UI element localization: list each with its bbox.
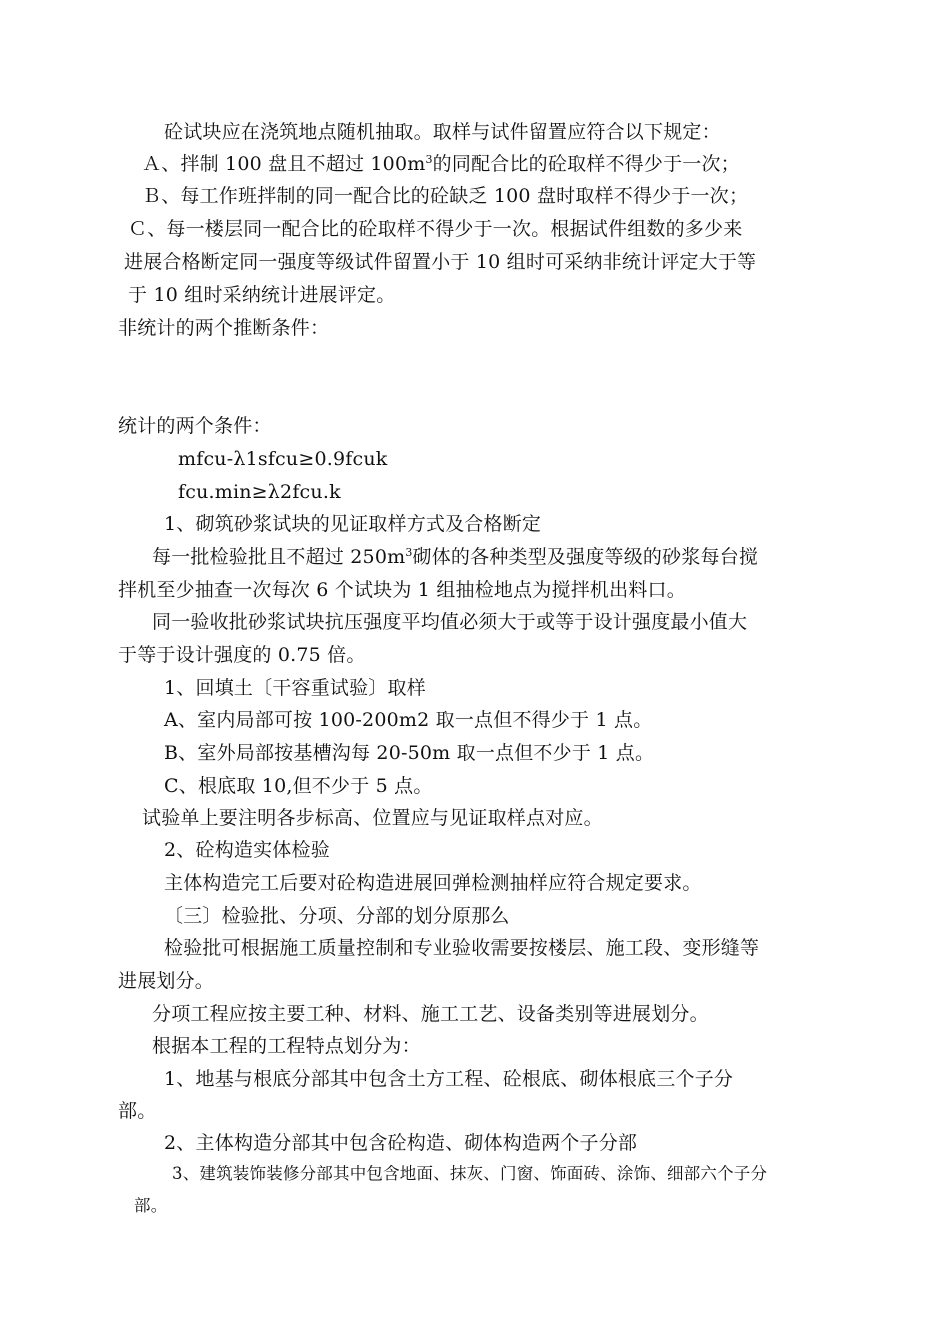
division-line3: 根据本工程的工程特点划分为：: [152, 1035, 421, 1057]
division-heading: 〔三〕检验批、分项、分部的划分原那么: [164, 905, 510, 927]
backfill-b: B、室外局部按基槽沟每 20-50m 取一点但不少于 1 点。: [164, 742, 655, 764]
mortar-heading: 1、砌筑砂浆试块的见证取样方式及合格断定: [164, 513, 542, 535]
rule-c-line1: Ｃ、每一楼层同一配合比的砼取样不得少于一次。根据试件组数的多少来: [128, 218, 743, 240]
division-line2: 分项工程应按主要工种、材料、施工工艺、设备类别等进展划分。: [152, 1003, 709, 1025]
nonstat-conditions: 非统计的两个推断条件：: [118, 317, 330, 339]
list-item-2: 2、主体构造分部其中包含砼构造、砌体构造两个子分部: [164, 1132, 638, 1154]
backfill-note: 试验单上要注明各步标高、位置应与见证取样点对应。: [142, 807, 603, 829]
list-item-1-cont: 部。: [118, 1100, 157, 1122]
list-item-3: 3、建筑装饰装修分部其中包含地面、抹灰、门窗、饰面砖、涂饰、细部六个子分: [172, 1164, 768, 1183]
superscript-3: 3: [425, 153, 433, 166]
mortar-line1: [152, 545, 758, 569]
backfill-a: A、室内局部可按 100-200m2 取一点但不得少于 1 点。: [164, 709, 653, 731]
rule-c-line3: 于 10 组时采纳统计进展评定。: [128, 284, 396, 306]
formula-2: fcu.min≥λ2fcu.k: [178, 481, 341, 503]
formula-1: mfcu-λ1sfcu≥0.9fcuk: [178, 448, 388, 470]
list-item-1: 1、地基与根底分部其中包含土方工程、砼根底、砌体根底三个子分: [164, 1068, 734, 1090]
mortar-line2: 拌机至少抽查一次每次 6 个试块为 1 组抽检地点为搅拌机出料口。: [118, 579, 686, 601]
rule-a-text-end: 的同配合比的砼取样不得少于一次；: [432, 153, 740, 175]
rule-b: Ｂ、每工作班拌制的同一配合比的砼缺乏 100 盘时取样不得少于一次；: [142, 185, 749, 207]
stat-conditions: 统计的两个条件：: [118, 415, 272, 437]
mortar-line1-text: 每一批检验批且不超过 250m: [152, 546, 406, 568]
superscript-3: 3: [405, 546, 413, 559]
entity-heading: 2、砼构造实体检验: [164, 839, 330, 861]
rule-c-line2: 进展合格断定同一强度等级试件留置小于 10 组时可采纳非统计评定大于等: [124, 251, 757, 273]
entity-text: 主体构造完工后要对砼构造进展回弹检测抽样应符合规定要求。: [164, 872, 702, 894]
rule-a: [142, 152, 740, 176]
division-line1: 检验批可根据施工质量控制和专业验收需要按楼层、施工段、变形缝等: [164, 937, 760, 959]
mortar-line3: 同一验收批砂浆试块抗压强度平均值必须大于或等于设计强度最小值大: [152, 611, 748, 633]
list-item-3-cont: 部。: [134, 1196, 168, 1215]
backfill-heading: 1、回填土〔干容重试验〕取样: [164, 677, 426, 699]
division-line1b: 进展划分。: [118, 970, 215, 992]
backfill-c: C、根底取 10,但不少于 5 点。: [164, 775, 433, 797]
paragraph-sampling-rules: 砼试块应在浇筑地点随机抽取。取样与试件留置应符合以下规定：: [164, 121, 721, 143]
mortar-line4: 于等于设计强度的 0.75 倍。: [118, 644, 366, 666]
rule-a-text: Ａ、拌制 100 盘且不超过 100m: [142, 153, 426, 175]
mortar-line1-text-end: 砌体的各种类型及强度等级的砂浆每台搅: [412, 546, 759, 568]
